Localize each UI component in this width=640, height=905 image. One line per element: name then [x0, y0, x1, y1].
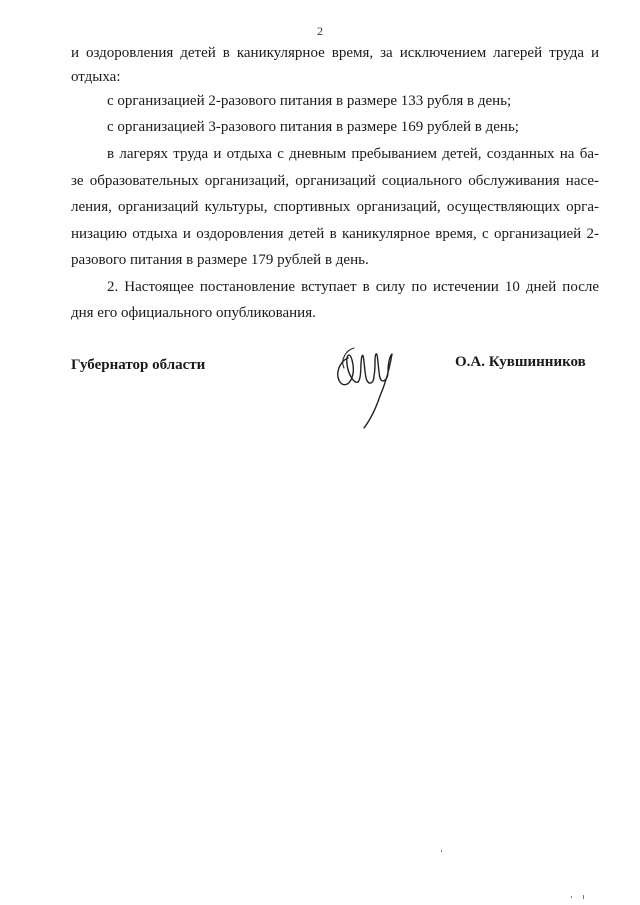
signatory-name: О.А. Кувшинников: [455, 354, 586, 370]
paragraph-4-line-3: ления, организаций культуры, спортивных организаций, осуществляющих орга-: [71, 199, 599, 215]
paragraph-4-line-4: низацию отдыха и оздоровления детей в каникулярное время, с организацией 2-: [71, 226, 599, 242]
paragraph-4-line-5: разового питания в размере 179 рублей в день.: [71, 252, 369, 268]
handwritten-signature: [330, 338, 400, 430]
page-number: 2: [317, 24, 323, 38]
scan-artifact: [583, 895, 584, 899]
signatory-title: Губернатор области: [71, 357, 206, 373]
paragraph-5-line-2: дня его официального опубликования.: [71, 305, 316, 321]
paragraph-2-meals-2: с организацией 2-разового питания в размере 133 рубля в день;: [107, 93, 512, 109]
paragraph-4-line-1: в лагерях труда и отдыха с дневным пребыванием детей, созданных на ба-: [107, 146, 599, 162]
paragraph-3-meals-3: с организацией 3-разового питания в размере 169 рублей в день;: [107, 119, 519, 135]
paragraph-1-line-2: отдыха:: [71, 69, 121, 85]
scan-artifact: [441, 850, 442, 852]
paragraph-1-line-1: и оздоровления детей в каникулярное время, за исключением лагерей труда и: [71, 45, 599, 61]
scan-artifact: [571, 896, 572, 898]
paragraph-4-line-2: зе образовательных организаций, организаций социального обслуживания насе-: [71, 173, 599, 189]
paragraph-5-line-1: 2. Настоящее постановление вступает в силу по истечении 10 дней после: [107, 279, 599, 295]
